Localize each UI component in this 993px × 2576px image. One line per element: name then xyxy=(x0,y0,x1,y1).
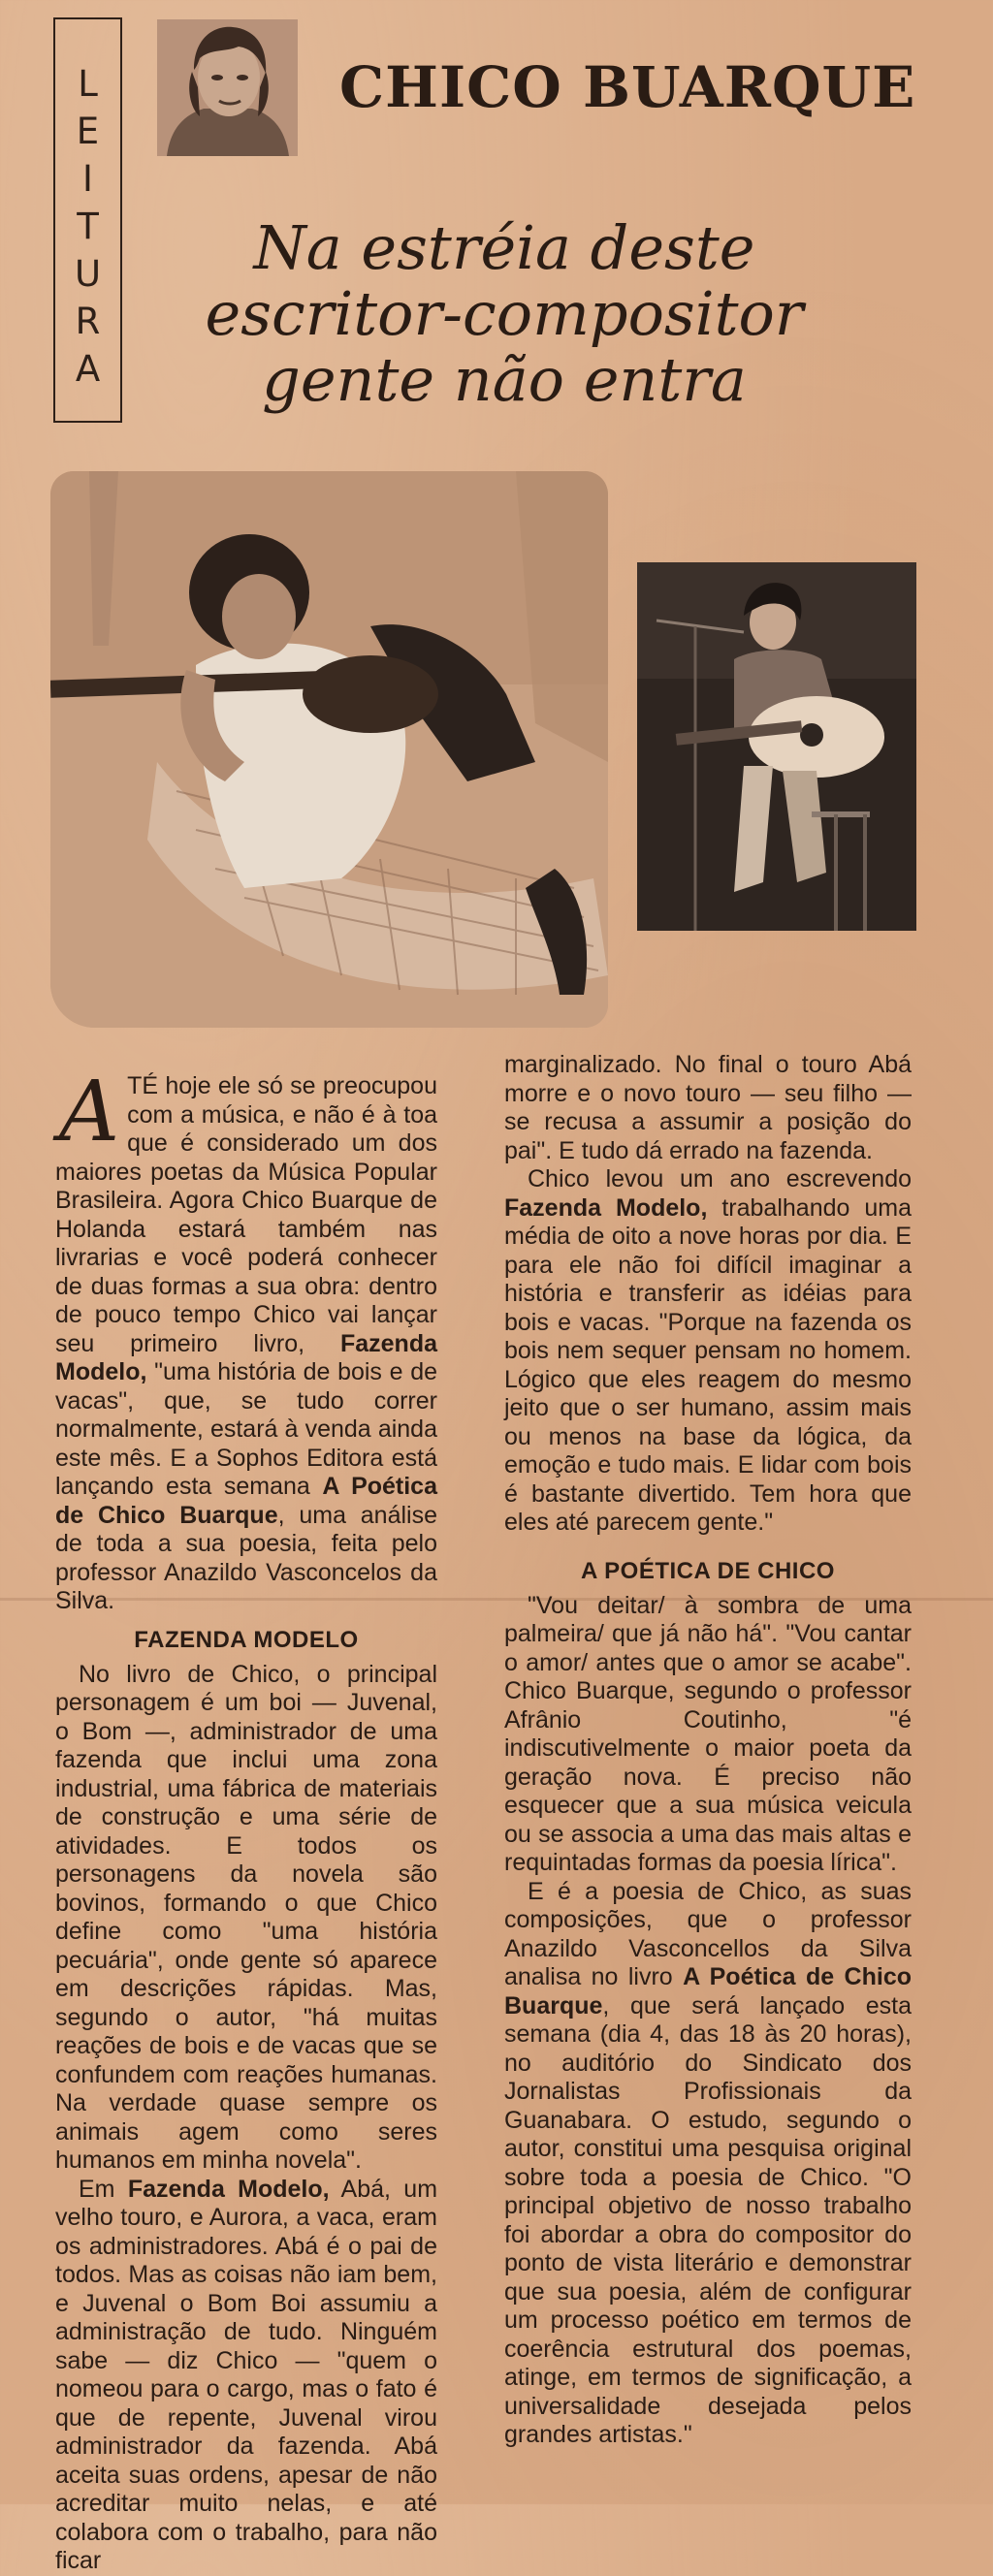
section-letter: L xyxy=(78,63,98,105)
paragraph-text: hoje ele só se preocupou com a música, e não é à toa que é considerado um dos maiores poetas da Música Popular Brasileira. Agora Chico Buarque de Holanda estará também nas livrarias e você poderá conhecer de duas formas a sua obra: dentro de pouco tempo Chico vai lançar seu primeiro livro, xyxy=(55,1072,437,1357)
book-title: Fazenda Modelo, xyxy=(127,2175,330,2203)
section-label-box xyxy=(53,17,122,423)
article-column-left xyxy=(55,1064,438,2576)
drop-cap: A xyxy=(59,1064,120,1161)
paragraph-text: "uma história de bois e de vacas", que, se tudo correr normalmente, estará à venda ainda este mês. E a Sophos Editora está lançando esta semana xyxy=(55,1358,437,1500)
paragraph-text: Em xyxy=(79,2175,128,2203)
article-title xyxy=(339,54,915,120)
lead-caps: TÉ xyxy=(127,1072,159,1099)
section-letter: T xyxy=(77,206,99,247)
hammock-guitar-image xyxy=(50,471,608,1028)
section-letter: A xyxy=(75,348,101,390)
photo-stage xyxy=(637,562,916,931)
body-paragraph: marginalizado. No final o touro Abá morre e o novo touro — seu filho — se recusa a assumir a posição do pai". E tudo dá errado na fazenda. xyxy=(504,1051,912,1164)
book-title: Fazenda Modelo, xyxy=(504,1193,708,1222)
photo-hammock xyxy=(50,471,608,1028)
section-letter: R xyxy=(75,301,101,342)
book-title: A Poética de Chico Buarque xyxy=(55,1473,437,1529)
body-paragraph xyxy=(504,1165,912,1538)
portrait-image xyxy=(157,19,298,156)
paragraph-text: E é a poesia de Chico, as suas composições, que o professor Anazildo Vasconcellos da Silva analisa no livro xyxy=(504,1877,912,1990)
paragraph-text: , que será lançado esta semana (dia 4, das 18 às 20 horas), no auditório do Sindicato dos Jornalistas Profissionais da Guanabara. O estudo, segundo o autor, constitui uma pesquisa original sobre toda a poesia de Chico. "O principal objetivo de nosso trabalho foi abordar a obra do compositor do ponto de vista literário e demonstrar que sua poesia, além de configurar um processo poético em termos de coerência estrutural dos poemas, atinge, em termos de significação, a universalidade desejada pelos grandes artistas." xyxy=(504,1991,912,2448)
body-paragraph xyxy=(504,1878,912,2450)
headline-line: escritor-compositor xyxy=(205,278,804,349)
article-column-right xyxy=(504,1051,912,2450)
stage-guitar-image xyxy=(637,562,916,931)
body-paragraph xyxy=(55,2176,437,2576)
section-label xyxy=(55,60,120,393)
section-letter: U xyxy=(74,253,102,295)
author-portrait xyxy=(157,19,298,156)
body-paragraph: No livro de Chico, o principal personagem é um boi — Juvenal, o Bom —, administrador de uma fazenda que inclui uma zona industrial, uma fábrica de materiais de construção e uma série de atividades. E todos os personagens da novela são bovinos, formando o que Chico define como "uma história pecuária", onde gente só aparece em descrições rápidas. Mas, segundo o autor, "há muitas reações de bois e de vacas que se confundem com reações humanas. Na verdade quase sempre os animais agem como seres humanos em minha novela". xyxy=(55,1660,437,2174)
paragraph-text: Chico levou um ano escrevendo xyxy=(528,1165,912,1193)
title-text: CHICO BUARQUE xyxy=(339,54,916,120)
book-title: Fazenda Modelo, xyxy=(55,1329,437,1385)
subheading: A POÉTICA DE CHICO xyxy=(581,1557,835,1584)
headline-line: Na estréia deste xyxy=(253,212,755,283)
subheading: FAZENDA MODELO xyxy=(134,1626,359,1653)
headline-line: gente não entra xyxy=(262,344,747,415)
headline xyxy=(194,212,815,415)
book-title: A Poética de Chico Buarque xyxy=(504,1963,912,2019)
lead-paragraph xyxy=(55,1064,437,1616)
paragraph-text: , uma análise de toda a sua poesia, feita pelo professor Anazildo Vasconcelos da Silva. xyxy=(55,1501,437,1614)
paragraph-text: Abá, um velho touro, e Aurora, a vaca, eram os administradores. Abá é o pai de todos. Mas as coisas não iam bem, e Juvenal o Bom Boi assumiu a administração de tudo. Ninguém sabe — diz Chico — "quem o nomeou para o cargo, mas o fato é que de repente, Juvenal virou administrador da fazenda. Abá aceita suas ordens, apesar de não acreditar muito nelas, e até colabora com o trabalho, para não ficar xyxy=(55,2175,438,2574)
paragraph-text: trabalhando uma média de oito a nove horas por dia. E para ele não foi difícil imaginar a história e transferir as idéias para bois e vacas. "Porque na fazenda os bois nem sequer pensam no homem. Lógico que eles reagem do mesmo jeito que o ser humano, assim mais ou menos na base da lógica, da emoção e tudo mais. E lidar com bois é bastante divertido. Tem hora que eles até parecem gente." xyxy=(504,1193,912,1536)
section-letter: I xyxy=(82,158,93,200)
section-letter: E xyxy=(76,111,100,152)
body-paragraph: "Vou deitar/ à sombra de uma palmeira/ que já não há". "Vou cantar o amor/ antes que o amor se acabe". Chico Buarque, segundo o professor Afrânio Coutinho, "é indiscutivelmente o maior poeta da geração nova. É preciso não esquecer que a sua música veicula ou se associa a uma das mais altas e requintadas formas da poesia lírica". xyxy=(504,1591,912,1876)
